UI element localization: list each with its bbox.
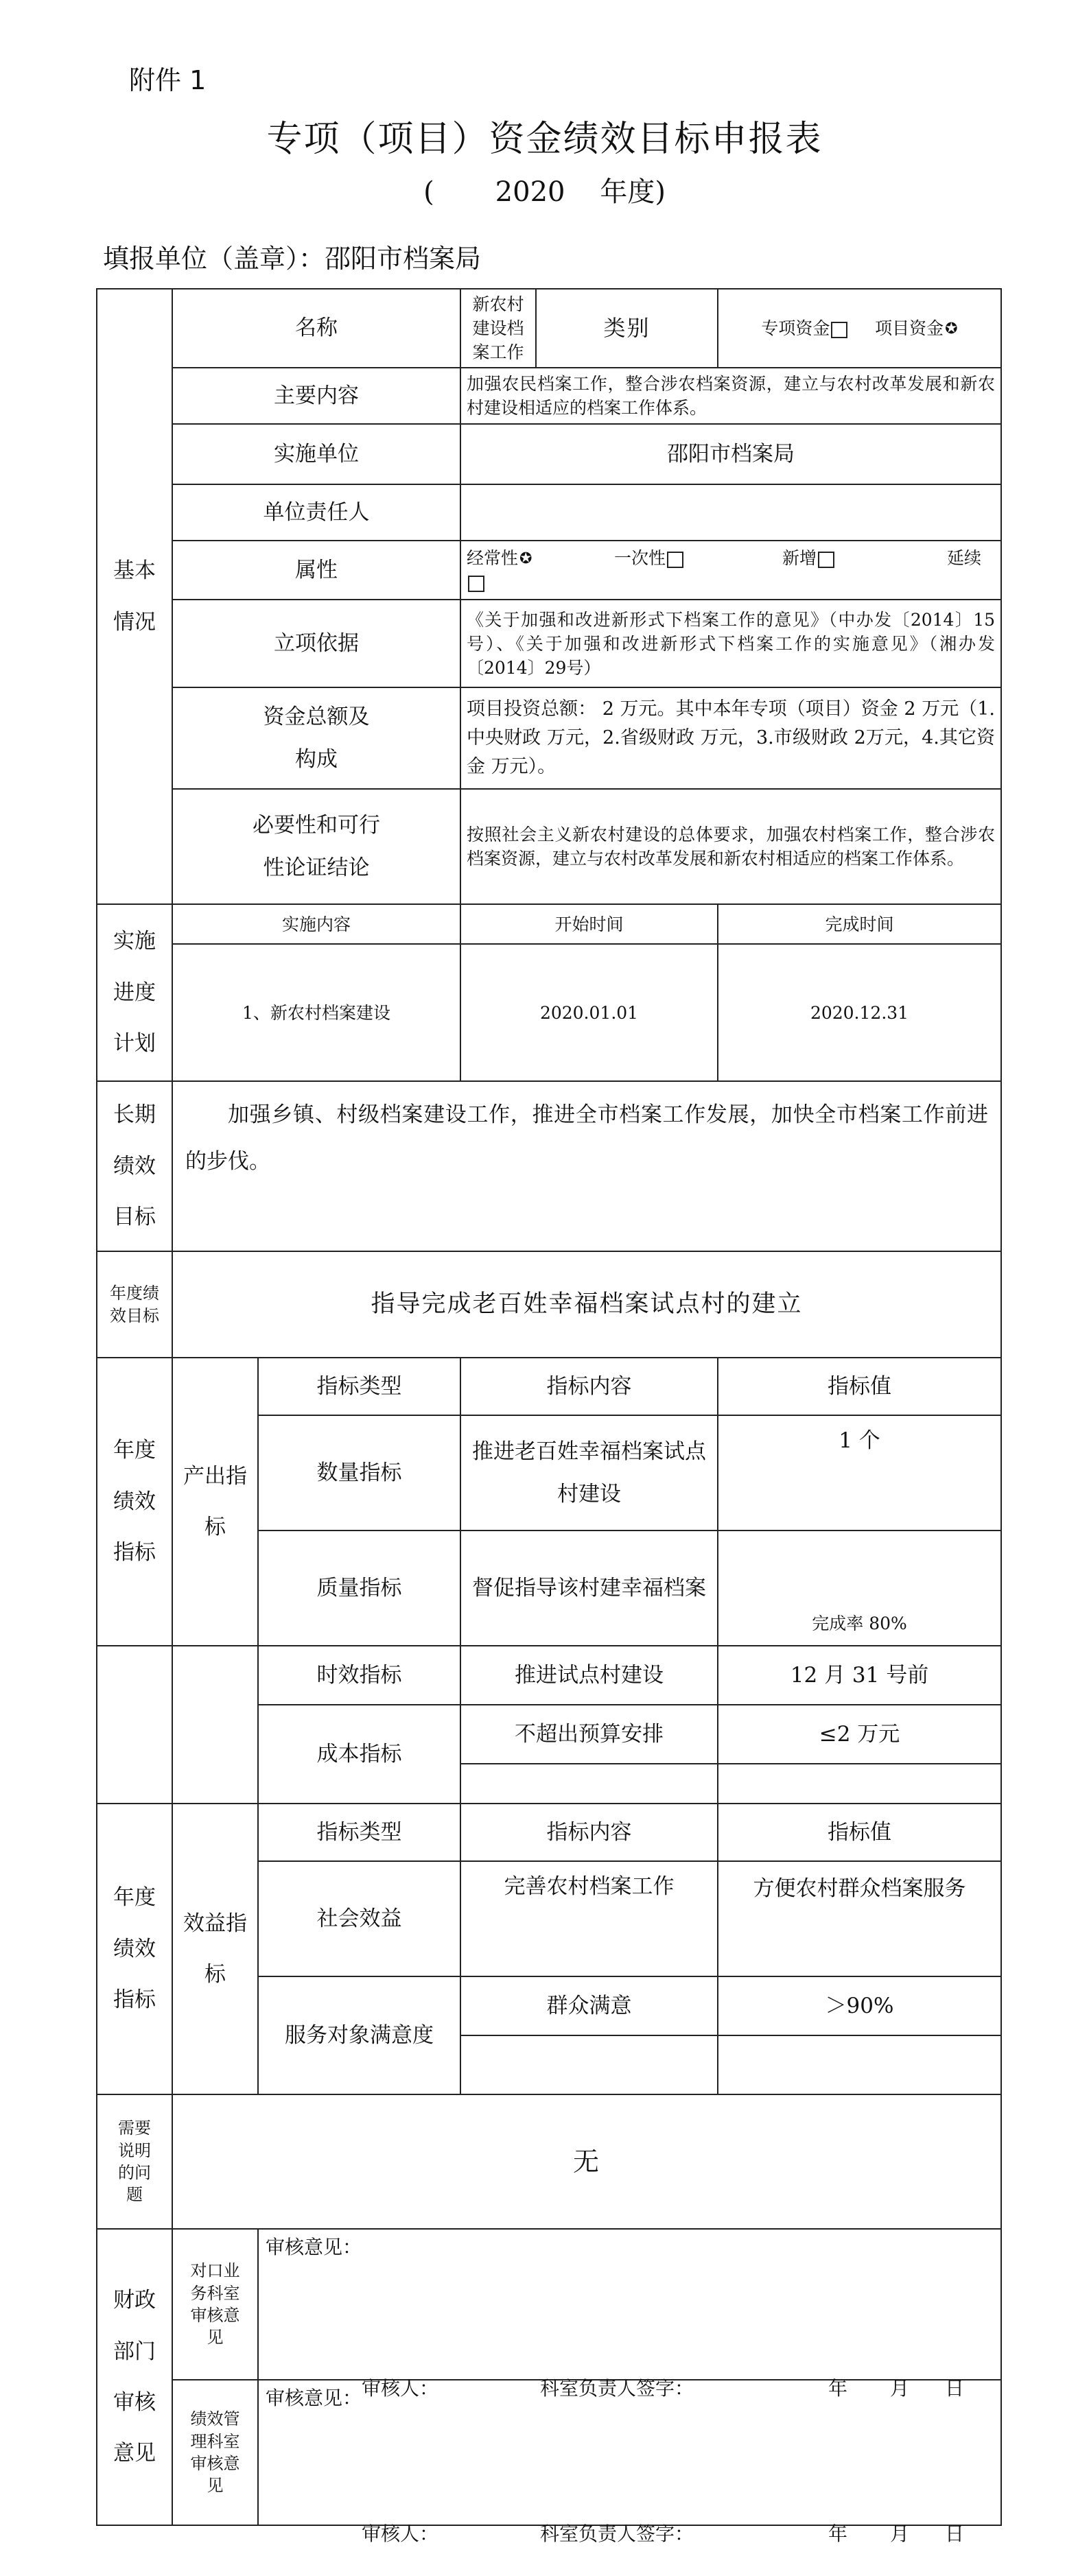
- responsible-label: 单位责任人: [172, 484, 460, 541]
- attr-opt1: 经常性: [467, 548, 519, 568]
- attribute-label: 属性: [172, 541, 460, 600]
- col-type: 指标类型: [258, 1358, 460, 1415]
- chief-1: 科室负责人签字：: [540, 2377, 694, 2400]
- necessity-value: 按照社会主义新农村建设的总体要求，加强农村档案工作，整合涉农档案资源，建立与农村改革发展和新农村相适应的档案工作体系。: [460, 789, 1001, 904]
- col-type-b: 指标类型: [258, 1804, 460, 1861]
- output-value-0: 1 个: [718, 1415, 1001, 1531]
- section-schedule: 实施进度计划: [97, 904, 172, 1081]
- main-content-label: 主要内容: [172, 368, 460, 424]
- attachment-label: 附件 1: [129, 65, 207, 95]
- checkbox-icon: [667, 552, 683, 568]
- output-value-3: ≤2 万元: [718, 1705, 1001, 1764]
- fund-value: 项目投资总额： 2 万元。其中本年专项（项目）资金 2 万元（1.中央财政 万元，2.省级财政 万元，3.市级财政 2万元，4.其它资金 万元）。: [460, 687, 1001, 789]
- benefit-value-1b: [718, 2035, 1001, 2094]
- year-line: ( 2020 年度): [423, 176, 666, 208]
- name-label: 名称: [172, 289, 460, 368]
- long-term-text: 加强乡镇、村级档案建设工作，推进全市档案工作发展，加快全市档案工作前进的步伐。: [172, 1081, 1001, 1251]
- col-impl-content: 实施内容: [172, 904, 460, 944]
- chief-2: 科室负责人签字：: [540, 2522, 694, 2545]
- output-type-2: 时效指标: [258, 1646, 460, 1705]
- fund-label-2: 构成: [295, 747, 338, 772]
- benefit-type-1: 服务对象满意度: [258, 1976, 460, 2094]
- basis-value: 《关于加强和改进新形式下档案工作的意见》（中办发〔2014〕15号）、《关于加强和改进新形式下档案工作的实施意见》（湘办发〔2014〕29号）: [460, 600, 1001, 687]
- output-type-3: 成本指标: [258, 1705, 460, 1804]
- attribute-options: [460, 541, 1001, 600]
- necessity-label: [172, 789, 460, 904]
- output-value-3b: [718, 1764, 1001, 1804]
- review-dept-2: 绩效管理科室审核意见: [172, 2380, 258, 2525]
- output-content-2: 推进试点村建设: [460, 1646, 718, 1705]
- col-value: 指标值: [718, 1358, 1001, 1415]
- main-content-value: 加强农民档案工作，整合涉农档案资源，建立与农村改革发展和新农村建设相适应的档案工作体系。: [460, 368, 1001, 424]
- annual-goal-text: 指导完成老百姓幸福档案试点村的建立: [172, 1251, 1001, 1358]
- impl-unit-label: 实施单位: [172, 424, 460, 484]
- checkbox-icon: [831, 322, 847, 338]
- form-table: [96, 288, 1002, 2545]
- col-end-time: 完成时间: [718, 904, 1001, 944]
- reviewer-1: 审核人：: [362, 2377, 439, 2400]
- col-start-time: 开始时间: [460, 904, 718, 944]
- sub-benefit: 效益指标: [172, 1804, 258, 2094]
- impl-unit-value: 邵阳市档案局: [460, 424, 1001, 484]
- circle-icon: ✪: [519, 550, 532, 568]
- section-notes: 需要说明的问题: [97, 2094, 172, 2229]
- necessity-label-1: 必要性和可行: [253, 813, 380, 838]
- output-blank-sub: [172, 1646, 258, 1804]
- benefit-type-0: 社会效益: [258, 1861, 460, 1976]
- fund-label: [172, 687, 460, 789]
- category-options: [718, 289, 1001, 368]
- section-review: 财政部门审核意见: [97, 2229, 172, 2525]
- output-blank-section: [97, 1646, 172, 1804]
- output-content-3b: [460, 1764, 718, 1804]
- checkbox-icon: [818, 552, 834, 568]
- review-box-2: [258, 2380, 1001, 2545]
- benefit-value-0: 方便农村群众档案服务: [718, 1861, 1001, 1976]
- review-opinion-2: 审核意见：: [266, 2387, 362, 2409]
- name-value: 新农村建设档案工作: [460, 289, 536, 368]
- col-content-b: 指标内容: [460, 1804, 718, 1861]
- necessity-label-2: 性论证结论: [263, 855, 370, 880]
- col-content: 指标内容: [460, 1358, 718, 1415]
- section-benefit: 年度绩效指标: [97, 1804, 172, 2094]
- section-annual-goal: 年度绩效目标: [97, 1251, 172, 1358]
- output-content-0: 推进老百姓幸福档案试点村建设: [460, 1415, 718, 1531]
- fund-label-1: 资金总额及: [263, 705, 370, 729]
- attr-opt4: 延续: [947, 548, 982, 568]
- notes-text: 无: [172, 2094, 1001, 2229]
- month-1: 月: [890, 2377, 910, 2400]
- category-opt1: 专项资金: [761, 318, 830, 338]
- section-basic: 基本情况: [97, 289, 172, 904]
- benefit-content-0: 完善农村档案工作: [460, 1861, 718, 1976]
- reviewer-2: 审核人：: [362, 2522, 439, 2545]
- basis-label: 立项依据: [172, 600, 460, 687]
- output-type-1: 质量指标: [258, 1531, 460, 1646]
- day-1: 日: [945, 2377, 965, 2400]
- output-content-1: 督促指导该村建幸福档案: [460, 1531, 718, 1646]
- schedule-end: 2020.12.31: [718, 944, 1001, 1081]
- reporting-unit: 填报单位（盖章）：邵阳市档案局: [103, 244, 482, 274]
- page-title: 专项（项目）资金绩效目标申报表: [266, 119, 823, 160]
- schedule-item: 1、新农村档案建设: [172, 944, 460, 1081]
- month-2: 月: [890, 2522, 910, 2545]
- schedule-start: 2020.01.01: [460, 944, 718, 1081]
- sub-output: 产出指标: [172, 1358, 258, 1646]
- category-label: 类别: [536, 289, 718, 368]
- section-output: 年度绩效指标: [97, 1358, 172, 1646]
- review-opinion-1: 审核意见：: [266, 2236, 362, 2258]
- review-dept-1: 对口业务科室审核意见: [172, 2229, 258, 2380]
- responsible-value: [460, 484, 1001, 541]
- checkbox-icon: [468, 576, 484, 592]
- circle-icon: ✪: [945, 320, 958, 338]
- output-value-2: 12 月 31 号前: [718, 1646, 1001, 1705]
- day-2: 日: [945, 2522, 965, 2545]
- attr-opt3: 新增: [782, 548, 817, 568]
- review-box-1: [258, 2229, 1001, 2400]
- benefit-content-1: 群众满意: [460, 1976, 718, 2035]
- output-type-0: 数量指标: [258, 1415, 460, 1531]
- form-table-wrapper: [96, 288, 1000, 2544]
- col-value-b: 指标值: [718, 1804, 1001, 1861]
- output-value-1: 完成率 80%: [718, 1531, 1001, 1646]
- year-2: 年: [828, 2522, 848, 2545]
- year-1: 年: [828, 2377, 848, 2400]
- benefit-content-1b: [460, 2035, 718, 2094]
- attr-opt2: 一次性: [614, 548, 666, 568]
- output-content-3: 不超出预算安排: [460, 1705, 718, 1764]
- category-opt2: 项目资金: [875, 318, 944, 338]
- benefit-value-1: ＞90%: [718, 1976, 1001, 2035]
- section-long-term: 长期绩效目标: [97, 1081, 172, 1251]
